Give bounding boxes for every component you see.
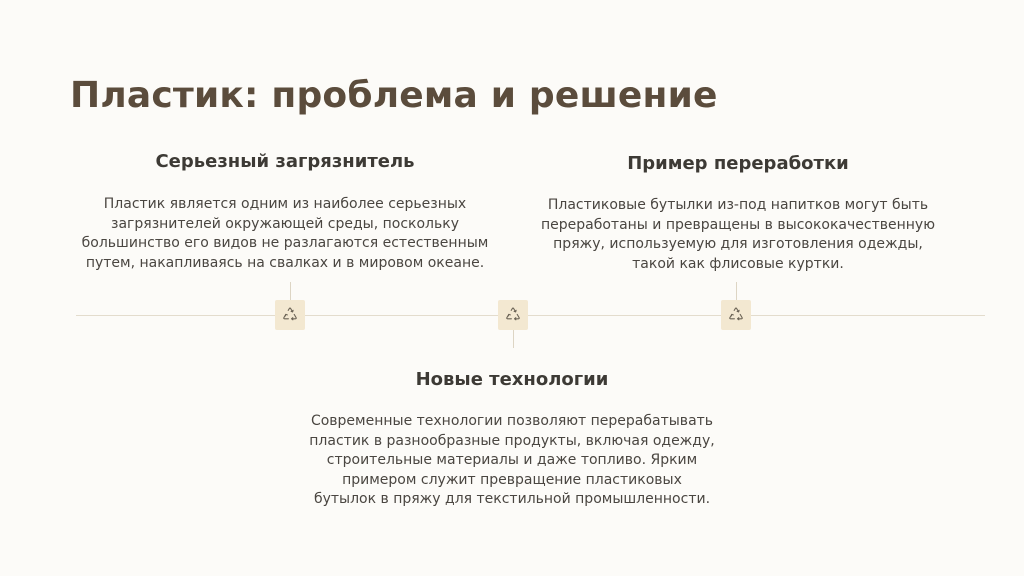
- timeline-marker: [275, 300, 305, 330]
- timeline-item-pollutant: [60, 150, 510, 273]
- connector-line: [736, 282, 737, 300]
- connector-line: [290, 282, 291, 300]
- item-text: Пластик является одним из наиболее серьезных загрязнителей окружающей среды, поскольку большинство его видов не разлагаются естественным путем, накапливаясь на свалках и в мировом океане.: [81, 196, 489, 271]
- item-heading: Новые технологии: [415, 369, 609, 390]
- timeline-marker: [498, 300, 528, 330]
- timeline-item-new-technologies: [287, 368, 737, 510]
- timeline-marker: [721, 300, 751, 330]
- timeline-line: [76, 315, 985, 316]
- item-text: Современные технологии позволяют перерабатывать пластик в разнообразные продукты, включая одежду, строительные материалы и даже топливо. Ярким примером служит превращение пластиковых бутылок в пряжу для текстильной промышленности.: [309, 413, 715, 507]
- recycle-icon: [728, 307, 744, 323]
- item-heading: Серьезный загрязнитель: [155, 151, 415, 172]
- item-text: Пластиковые бутылки из-под напитков могут быть переработаны и превращены в высококачественную пряжу, используемую для изготовления одежды, такой как флисовые куртки.: [540, 197, 935, 272]
- recycle-icon: [505, 307, 521, 323]
- recycle-icon: [282, 307, 298, 323]
- connector-line: [513, 330, 514, 348]
- item-heading: Пример переработки: [627, 153, 849, 174]
- timeline-item-recycling-example: [513, 152, 963, 274]
- slide-title: Пластик: проблема и решение: [70, 75, 718, 116]
